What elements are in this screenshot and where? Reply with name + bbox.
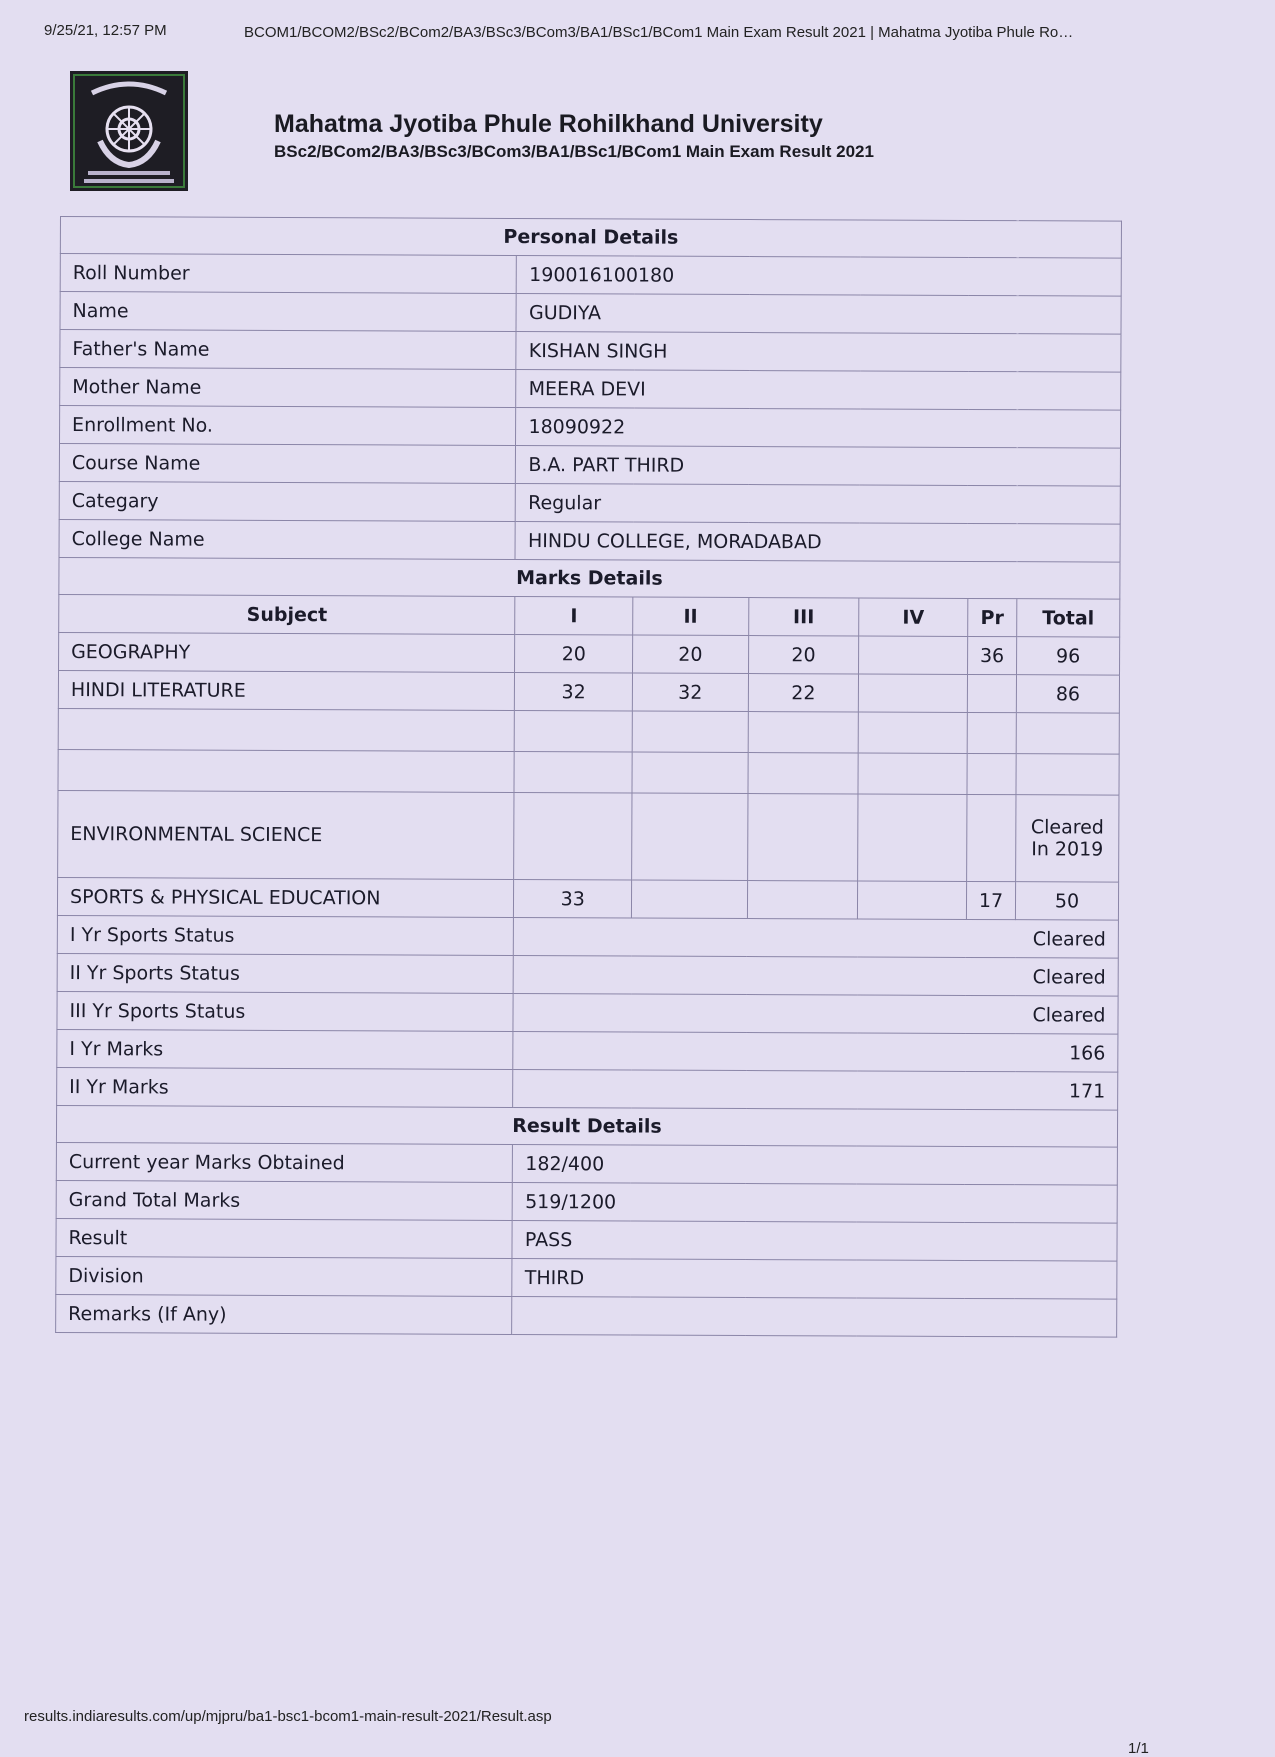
result-details-heading: Result Details	[56, 1105, 1117, 1147]
personal-row	[60, 368, 1121, 411]
col-subject-header: Subject	[59, 594, 516, 634]
status-label: II Yr Sports Status	[57, 953, 514, 993]
result-label: Result	[56, 1218, 513, 1258]
result-row	[56, 1256, 1117, 1299]
status-row	[57, 953, 1118, 996]
division-value: THIRD	[512, 1258, 1117, 1299]
total-cell: 96	[1017, 637, 1120, 675]
print-footer-url: results.indiaresults.com/up/mjpru/ba1-bsc1-bcom1-main-result-2021/Result.asp	[24, 1708, 552, 1725]
practical-cell	[967, 712, 1016, 753]
print-datetime: 9/25/21, 12:57 PM	[44, 22, 167, 39]
total-cell	[1016, 754, 1119, 795]
personal-row	[60, 406, 1121, 449]
paper-i-cell	[514, 792, 632, 880]
subject-cell: SPORTS & PHYSICAL EDUCATION	[57, 877, 514, 917]
practical-cell	[967, 674, 1016, 712]
personal-row	[59, 519, 1120, 562]
enrollment-value: 18090922	[516, 407, 1121, 448]
paper-i-cell: 33	[514, 879, 632, 918]
marks-header-row	[59, 594, 1120, 637]
university-name: Mahatma Jyotiba Phule Rohilkhand University	[274, 110, 823, 138]
paper-i-cell	[515, 710, 633, 752]
enrollment-label: Enrollment No.	[60, 406, 517, 446]
father-name-label: Father's Name	[60, 330, 517, 370]
college-name-label: College Name	[59, 519, 516, 559]
paper-iv-cell	[858, 881, 967, 919]
name-label: Name	[60, 292, 517, 332]
status-row	[57, 991, 1118, 1034]
result-value: PASS	[512, 1220, 1117, 1261]
subject-cell: ENVIRONMENTAL SCIENCE	[58, 790, 515, 879]
practical-cell	[966, 794, 1016, 881]
paper-iv-cell	[859, 674, 968, 712]
course-name-label: Course Name	[59, 444, 516, 484]
result-row	[56, 1180, 1117, 1223]
print-doc-title: BCOM1/BCOM2/BSc2/BCom2/BA3/BSc3/BCom3/BA1/BSc1/BCom1 Main Exam Result 2021 | Mahatma Jyotiba Phule Ro…	[244, 24, 1074, 41]
status-value: Cleared	[514, 917, 1119, 958]
result-row	[56, 1142, 1117, 1185]
col-pr-header: Pr	[968, 598, 1017, 636]
marks-row-empty	[58, 708, 1119, 754]
university-seal-icon	[70, 71, 188, 191]
col-iv-header: IV	[859, 598, 968, 636]
grand-total-label: Grand Total Marks	[56, 1180, 513, 1220]
personal-row	[60, 292, 1121, 335]
personal-row	[59, 444, 1120, 487]
category-label: Categary	[59, 481, 516, 521]
marks-row	[58, 670, 1119, 713]
total-cell: 50	[1016, 882, 1119, 920]
category-value: Regular	[516, 483, 1121, 524]
paper-ii-cell	[632, 711, 748, 753]
marks-obtained-label: Current year Marks Obtained	[56, 1142, 513, 1182]
personal-row	[59, 481, 1120, 524]
result-row	[56, 1218, 1117, 1261]
paper-iii-cell: 22	[748, 674, 859, 712]
result-row	[56, 1294, 1117, 1337]
total-cell	[1016, 713, 1119, 754]
paper-iv-cell	[859, 636, 968, 674]
status-label: I Yr Sports Status	[57, 915, 514, 955]
father-name-value: KISHAN SINGH	[516, 331, 1121, 372]
paper-iv-cell	[858, 753, 967, 794]
paper-iii-cell: 20	[748, 636, 859, 674]
personal-details-heading-row	[60, 217, 1121, 259]
paper-iii-cell	[748, 753, 859, 794]
col-ii-header: II	[633, 597, 749, 636]
total-cell: 86	[1016, 675, 1119, 713]
col-total-header: Total	[1017, 599, 1120, 637]
division-label: Division	[56, 1256, 513, 1296]
marks-row-empty	[58, 749, 1119, 795]
personal-details-heading: Personal Details	[60, 217, 1121, 259]
marks-details-heading: Marks Details	[59, 557, 1120, 599]
college-name-value: HINDU COLLEGE, MORADABAD	[515, 521, 1120, 562]
mother-name-value: MEERA DEVI	[516, 369, 1121, 410]
exam-title: BSc2/BCom2/BA3/BSc3/BCom3/BA1/BSc1/BCom1 Main Exam Result 2021	[274, 142, 874, 161]
paper-iii-cell	[748, 712, 859, 753]
roll-number-label: Roll Number	[60, 254, 517, 294]
status-label: I Yr Marks	[57, 1029, 514, 1069]
status-row	[57, 1029, 1118, 1072]
status-value: Cleared	[514, 955, 1119, 996]
paper-i-cell: 20	[515, 634, 633, 673]
paper-i-cell	[514, 751, 632, 793]
mother-name-label: Mother Name	[60, 368, 517, 408]
col-iii-header: III	[748, 598, 859, 636]
practical-cell: 17	[966, 881, 1015, 919]
course-name-value: B.A. PART THIRD	[516, 445, 1121, 486]
paper-iv-cell	[858, 712, 967, 753]
col-i-header: I	[515, 596, 633, 635]
marks-row	[58, 790, 1119, 882]
roll-number-value: 190016100180	[517, 255, 1122, 296]
paper-ii-cell	[632, 752, 748, 794]
marks-details-heading-row	[59, 557, 1120, 599]
total-cell: Cleared In 2019	[1016, 795, 1119, 882]
remarks-label: Remarks (If Any)	[56, 1294, 513, 1334]
paper-iii-cell	[747, 794, 858, 881]
status-row	[57, 915, 1118, 958]
paper-i-cell: 32	[515, 672, 633, 711]
print-page-number: 1/1	[1128, 1740, 1149, 1757]
university-logo	[70, 71, 188, 191]
status-value: 171	[513, 1069, 1118, 1110]
result-sheet	[55, 216, 1122, 1338]
personal-row	[60, 330, 1121, 373]
subject-cell: GEOGRAPHY	[59, 632, 516, 672]
marks-obtained-value: 182/400	[513, 1144, 1118, 1185]
status-row	[57, 1067, 1118, 1110]
subject-cell	[58, 749, 515, 792]
subject-cell	[58, 708, 515, 751]
marks-row	[59, 632, 1120, 675]
paper-ii-cell	[632, 793, 748, 881]
paper-iii-cell	[747, 881, 858, 919]
result-details-heading-row	[56, 1105, 1117, 1147]
status-value: 166	[513, 1031, 1118, 1072]
name-value: GUDIYA	[516, 293, 1121, 334]
practical-cell: 36	[967, 636, 1016, 674]
paper-ii-cell	[631, 880, 747, 919]
paper-ii-cell: 32	[632, 673, 748, 712]
paper-ii-cell: 20	[633, 635, 749, 674]
status-label: II Yr Marks	[57, 1067, 514, 1107]
remarks-value	[512, 1296, 1117, 1337]
practical-cell	[967, 753, 1016, 794]
personal-row	[60, 254, 1121, 297]
grand-total-value: 519/1200	[513, 1182, 1118, 1223]
status-value: Cleared	[513, 993, 1118, 1034]
marks-row	[57, 877, 1118, 920]
status-label: III Yr Sports Status	[57, 991, 514, 1031]
subject-cell: HINDI LITERATURE	[58, 670, 515, 710]
paper-iv-cell	[858, 794, 967, 881]
